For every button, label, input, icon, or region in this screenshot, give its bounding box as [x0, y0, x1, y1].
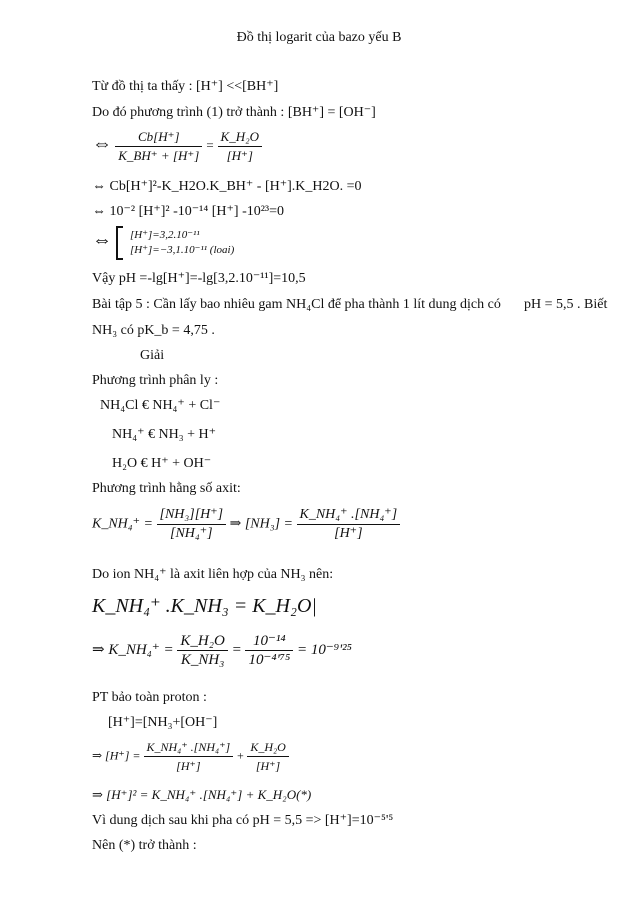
page-header: Đồ thị logarit của bazo yếu B: [236, 30, 402, 45]
system-rows: [130, 228, 234, 258]
denominator: [H⁺]: [176, 759, 201, 773]
fraction: [157, 506, 227, 543]
text-line: Từ đồ thị ta thấy : [H⁺] <<[BH⁺]: [92, 79, 279, 94]
reaction-3: H₂O € H⁺ + OH⁻: [112, 456, 212, 471]
exercise-line-end: pH = 5,5 . Biết: [524, 297, 608, 312]
numerator: Cb[H⁺]: [115, 128, 202, 147]
denominator: [NH₄⁺]: [170, 526, 213, 541]
denominator: 10⁻⁴'⁷⁵: [248, 652, 291, 668]
text-line: Do ion NH₄⁺ là axit liên hợp của NH₃ nên:: [92, 567, 334, 582]
denominator: K_BH⁺ + [H⁺]: [118, 148, 200, 163]
bracket: [116, 226, 123, 260]
equation-line: ⇔ 10⁻² [H⁺]² -10⁻¹⁴ [H⁺] -10²³=0: [92, 204, 285, 219]
fraction: [177, 632, 227, 669]
kw-relation: K_NH₄⁺ .K_NH₃ = K_H₂O|: [92, 595, 317, 617]
fraction-right: [218, 128, 262, 165]
solution-heading: Giải: [140, 348, 165, 363]
implies: ⇒ [NH₃] =: [229, 516, 293, 532]
ka-label: ⇒ K_NH₄⁺ =: [92, 641, 174, 658]
denominator: [H⁺]: [334, 526, 363, 541]
exercise-line: Bài tập 5 : Cần lấy bao nhiêu gam NH₄Cl để pha thành 1 lít dung dịch có: [92, 297, 501, 312]
proton-balance-equation: ⇒ [H⁺] = $\frac{\text{K\_NH₄⁺ .[NH₄⁺]}}{[H^+]}$ + $\frac{\text{K\_H₂O}}{[H^+]}$: [92, 738, 289, 775]
numerator: K_NH₄⁺ .[NH₄⁺]: [297, 506, 401, 525]
numerator: 10⁻¹⁴: [245, 632, 293, 651]
reaction-1: NH₄Cl € NH₄⁺ + Cl⁻: [100, 398, 221, 413]
fraction: [245, 632, 293, 669]
numerator: K_H₂O: [218, 128, 262, 147]
solution-2: [H⁺]=−3,1.10⁻¹¹ (loai): [130, 244, 235, 256]
ka-value-equation: ⇒ K_NH₄⁺ = $\frac{\text{K\_H₂O}}{\text{K\_NH₃}}$ = $\frac{\text{10⁻¹⁴}}{\text{10⁻⁴'⁷⁵}}$ = 10⁻⁹'²⁵: [92, 633, 352, 668]
result: = 10⁻⁹'²⁵: [296, 641, 352, 658]
solution-system: [92, 226, 234, 260]
equation-ratio: ⇔ $\frac{Cb[H^+]}{K\_BH^+ + [H^+]}$ = $\frac{\text{K\_H₂O}}{[H^+]}$: [92, 128, 262, 165]
lhs: ⇒ [H⁺] =: [92, 748, 141, 763]
denominator: [H⁺]: [255, 759, 281, 773]
denominator: K_NH₃: [180, 652, 225, 668]
equation-star: ⇒ [H⁺]² = K_NH₄⁺ .[NH₄⁺] + K_H₂O(*): [92, 787, 312, 802]
equation-line: [H⁺]=[NH₃+[OH⁻]: [108, 715, 218, 730]
ka-label: K_NH₄⁺ =: [92, 516, 153, 532]
text-line: Phương trình hằng số axit:: [92, 481, 241, 496]
text-line: NH₃ có pK_b = 4,75 .: [92, 323, 215, 338]
text-line: Do đó phương trình (1) trở thành : [BH⁺] = [OH⁻]: [92, 105, 376, 120]
fraction: [247, 738, 289, 775]
solution-1: [H⁺]=3,2.10⁻¹¹: [130, 229, 200, 241]
fraction-left: [115, 128, 202, 165]
text-line: Vì dung dịch sau khi pha có pH = 5,5 => [H⁺]=10⁻⁵'⁵: [92, 813, 394, 828]
numerator: K_H₂O: [247, 738, 289, 757]
fraction: [297, 506, 401, 543]
text-line: PT bảo toàn proton :: [92, 690, 207, 705]
numerator: K_H₂O: [177, 632, 227, 651]
denominator: [H⁺]: [226, 148, 253, 163]
acid-constant-equation: [92, 506, 400, 543]
equivalence-symbol: ⇔: [92, 132, 112, 155]
reaction-2: NH₄⁺ € NH₃ + H⁺: [112, 427, 216, 442]
equation-line: ⇔ Cb[H⁺]²-K_H2O.K_BH⁺ - [H⁺].K_H2O. =0: [92, 179, 362, 194]
text-line: Vậy pH =-lg[H⁺]=-lg[3,2.10⁻¹¹]=10,5: [92, 271, 306, 286]
equivalence-symbol: ⇔: [92, 229, 112, 252]
text-line: Phương trình phân ly :: [92, 373, 219, 388]
text-line: Nên (*) trở thành :: [92, 838, 197, 853]
fraction: [144, 738, 234, 775]
numerator: [NH₃][H⁺]: [157, 506, 227, 525]
numerator: K_NH₄⁺ .[NH₄⁺]: [144, 738, 234, 757]
